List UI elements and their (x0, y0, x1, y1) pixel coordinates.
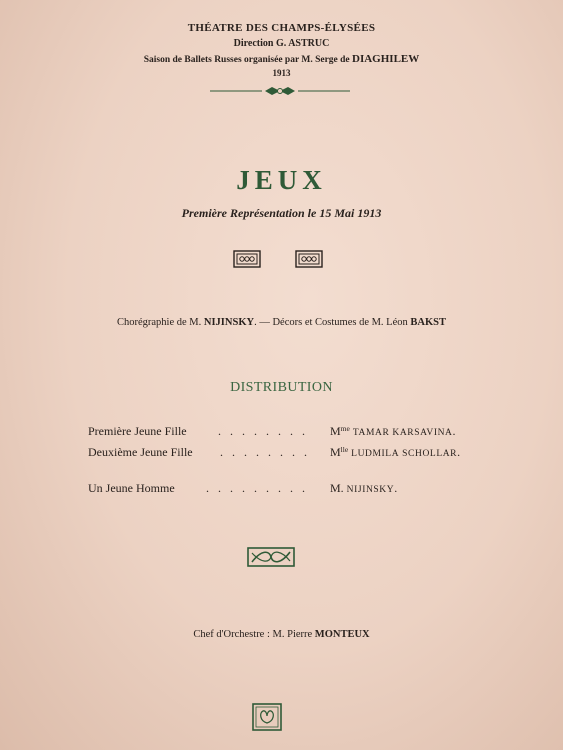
choreographer-name: NIJINSKY (203, 317, 255, 328)
role-name: Première Jeune Fille (88, 424, 187, 438)
designer-name: BAKST (410, 317, 446, 328)
premiere-date: Première Représentation le 15 Mai 1913 (181, 206, 382, 220)
role-name: Un Jeune Homme (88, 481, 175, 495)
leader-dots: . . . . . . . . (218, 424, 308, 438)
performer-name: $M^{me}$ TAMAR KARSAVINA. (330, 424, 456, 438)
emblem-ornament (252, 703, 282, 731)
season-line: Saison de Ballets Russes organisée par M. Serge de DIAGHILEW (143, 53, 420, 65)
cast-row (88, 481, 508, 497)
season-year: 1913 (272, 68, 291, 78)
credits-line: Chorégraphie de M. NIJINSKY. — Décors et Costumes de M. Léon BAKST (116, 317, 446, 328)
ballet-title: JEUX (236, 165, 327, 195)
direction-line: Direction G. ASTRUC (233, 38, 330, 49)
performer-name: $M^{lle}$ LUDMILA SCHOLLAR. (330, 445, 461, 459)
performer-name: M. NIJINSKY. (330, 481, 398, 495)
season-impresario: DIAGHILEW (352, 53, 420, 65)
cast-row (88, 445, 508, 461)
theatre-name: THÉATRE DES CHAMPS-ÉLYSÉES (187, 22, 376, 34)
conductor-name: MONTEUX (314, 629, 370, 640)
role-name: Deuxième Jeune Fille (88, 445, 193, 459)
leader-dots: . . . . . . . . . (206, 481, 308, 495)
cast-row (88, 424, 508, 440)
leader-dots: . . . . . . . . (220, 445, 310, 459)
square-knot-ornament (295, 250, 323, 268)
square-knot-ornament (233, 250, 261, 268)
conductor-line: Chef d'Orchestre : M. Pierre MONTEUX (193, 629, 370, 640)
distribution-heading: DISTRIBUTION (230, 380, 333, 395)
divider-rule-ornament (210, 84, 350, 98)
art-nouveau-vignette-ornament (247, 547, 295, 567)
